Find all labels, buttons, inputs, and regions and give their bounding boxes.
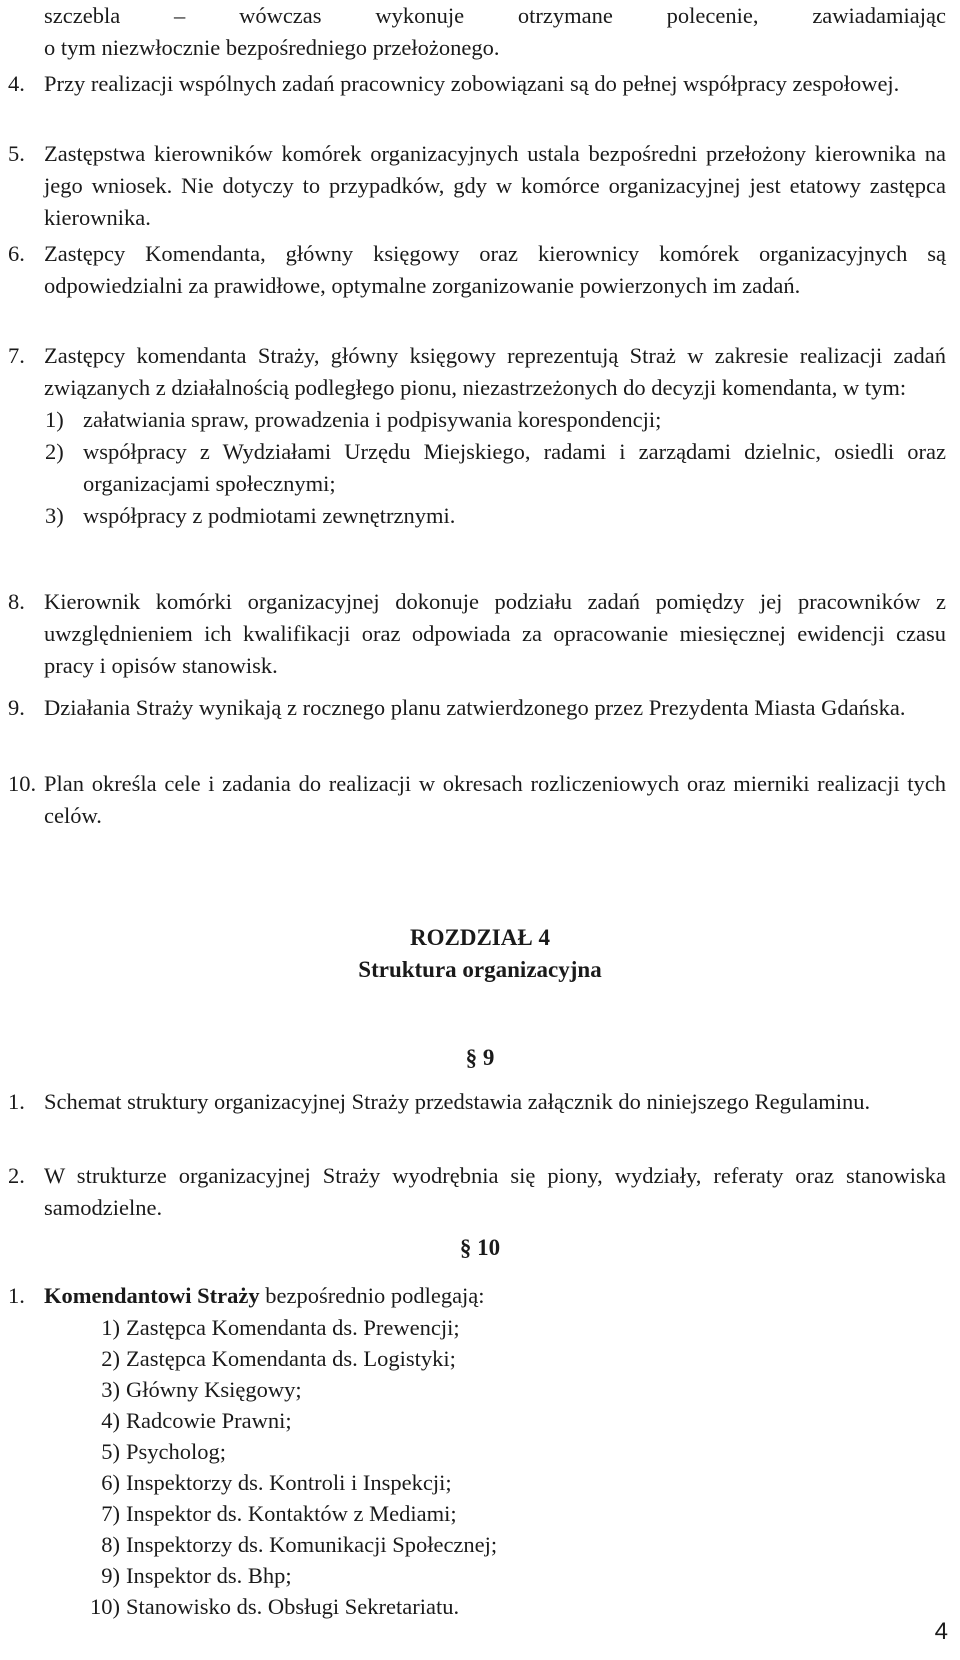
list-item-number: 8) — [101, 1532, 120, 1557]
list-item-number: 3) — [101, 1377, 120, 1402]
list-item-number: 4) — [101, 1408, 120, 1433]
section-10-item-1 — [8, 1280, 946, 1312]
list-item-number: 7) — [101, 1501, 120, 1526]
paragraph-5 — [8, 138, 946, 234]
subitem-text: współpracy z podmiotami zewnętrznymi. — [83, 503, 456, 528]
list-item-text: Zastępca Komendanta ds. Prewencji; — [126, 1315, 460, 1340]
paragraph-text: Zastępcy Komendanta, główny księgowy oraz kierownicy komórek organizacyjnych są odpowiedzialni za prawidłowe, optymalne zorganizowanie powierzonych im zadań. — [44, 241, 946, 298]
list-item — [80, 1529, 497, 1560]
paragraph-9 — [8, 692, 946, 724]
subitem-number: 1) — [45, 407, 64, 432]
list-item-number: 1) — [101, 1315, 120, 1340]
paragraph-number: 6. — [8, 241, 25, 266]
list-item — [80, 1560, 292, 1591]
subitem-1 — [45, 404, 946, 436]
paragraph-10 — [8, 768, 946, 832]
item-text — [44, 1280, 946, 1312]
list-item-text: Główny Księgowy; — [126, 1377, 302, 1402]
paragraph-number: 5. — [8, 141, 25, 166]
list-item-number: 5) — [101, 1439, 120, 1464]
item-text: Schemat struktury organizacyjnej Straży przedstawia załącznik do niniejszego Regulaminu. — [44, 1089, 871, 1114]
section-9-item-2 — [8, 1160, 946, 1224]
item-rest-text: bezpośrednio podlegają: — [259, 1283, 485, 1308]
item-number: 2. — [8, 1163, 25, 1188]
paragraph-number: 8. — [8, 589, 25, 614]
list-item — [80, 1436, 226, 1467]
list-item-text: Inspektorzy ds. Kontroli i Inspekcji; — [126, 1470, 452, 1495]
list-item-number: 6) — [101, 1470, 120, 1495]
chapter-subtitle: Struktura organizacyjna — [358, 957, 602, 982]
list-item — [80, 1591, 459, 1622]
list-item-text: Inspektorzy ds. Komunikacji Społecznej; — [126, 1532, 498, 1557]
list-item — [80, 1343, 456, 1374]
subitem-text: współpracy z Wydziałami Urzędu Miejskiego, radami i zarządami dzielnic, osiedli oraz organizacjami społecznymi; — [83, 439, 946, 496]
continuation-line-1: szczebla – wówczas wykonuje otrzymane polecenie, zawiadamiając — [44, 3, 946, 28]
section-10-sign: § 10 — [459, 1235, 501, 1260]
paragraph-4 — [8, 68, 946, 100]
subitem-number: 2) — [45, 439, 64, 464]
paragraph-number: 9. — [8, 695, 25, 720]
list-item-number: 9) — [101, 1563, 120, 1588]
paragraph-6 — [8, 238, 946, 302]
list-item — [80, 1467, 452, 1498]
continuation-line-2: o tym niezwłocznie bezpośredniego przełożonego. — [44, 35, 500, 60]
paragraph-text: Plan określa cele i zadania do realizacji w okresach rozliczeniowych oraz mierniki realizacji tych celów. — [44, 771, 946, 828]
list-item-number: 10) — [90, 1594, 120, 1619]
section-9-item-1 — [8, 1086, 946, 1118]
paragraph-number: 4. — [8, 71, 25, 96]
chapter-title: ROZDZIAŁ 4 — [410, 925, 550, 950]
list-item-text: Stanowisko ds. Obsługi Sekretariatu. — [126, 1594, 460, 1619]
list-item — [80, 1312, 460, 1343]
item-bold-text: Komendantowi Straży — [44, 1283, 260, 1308]
list-item — [80, 1498, 457, 1529]
paragraph-number: 7. — [8, 343, 25, 368]
paragraph-7 — [8, 340, 946, 532]
paragraph-text: Zastępcy komendanta Straży, główny księgowy reprezentują Straż w zakresie realizacji zadań związanych z działalnością podległego pionu, niezastrzeżonych do decyzji komendanta, w tym: — [44, 343, 946, 400]
paragraph-text: Zastępstwa kierowników komórek organizacyjnych ustala bezpośredni przełożony kierownika na jego wniosek. Nie dotyczy to przypadków, gdy w komórce organizacyjnej jest etatowy zastępca kierownika. — [44, 141, 946, 230]
list-item-text: Radcowie Prawni; — [126, 1408, 292, 1433]
list-item — [80, 1374, 302, 1405]
item-number: 1. — [8, 1283, 25, 1308]
section-9-sign: § 9 — [465, 1045, 495, 1070]
list-item-text: Zastępca Komendanta ds. Logistyki; — [126, 1346, 456, 1371]
subitem-3 — [45, 500, 946, 532]
paragraph-text: Kierownik komórki organizacyjnej dokonuje podziału zadań pomiędzy jej pracowników z uwzględnieniem ich kwalifikacji oraz odpowiada za opracowanie miesięcznej ewidencji czasu pracy i opisów stanowisk. — [44, 589, 946, 678]
list-item-text: Inspektor ds. Kontaktów z Mediami; — [126, 1501, 457, 1526]
subitem-number: 3) — [45, 503, 64, 528]
continuation-text — [8, 0, 946, 64]
paragraph-text: Działania Straży wynikają z rocznego planu zatwierdzonego przez Prezydenta Miasta Gdańska. — [44, 695, 906, 720]
paragraph-8 — [8, 586, 946, 682]
list-item-number: 2) — [101, 1346, 120, 1371]
page-number: 4 — [934, 1618, 948, 1645]
paragraph-text: Przy realizacji wspólnych zadań pracownicy zobowiązani są do pełnej współpracy zespołowej. — [44, 71, 900, 96]
paragraph-number: 10. — [8, 771, 37, 796]
item-text: W strukturze organizacyjnej Straży wyodrębnia się piony, wydziały, referaty oraz stanowiska samodzielne. — [44, 1163, 946, 1220]
list-item — [80, 1405, 292, 1436]
subitem-2 — [45, 436, 946, 500]
list-item-text: Inspektor ds. Bhp; — [126, 1563, 292, 1588]
list-item-text: Psycholog; — [126, 1439, 227, 1464]
item-number: 1. — [8, 1089, 25, 1114]
subitem-text: załatwiania spraw, prowadzenia i podpisywania korespondencji; — [83, 407, 662, 432]
